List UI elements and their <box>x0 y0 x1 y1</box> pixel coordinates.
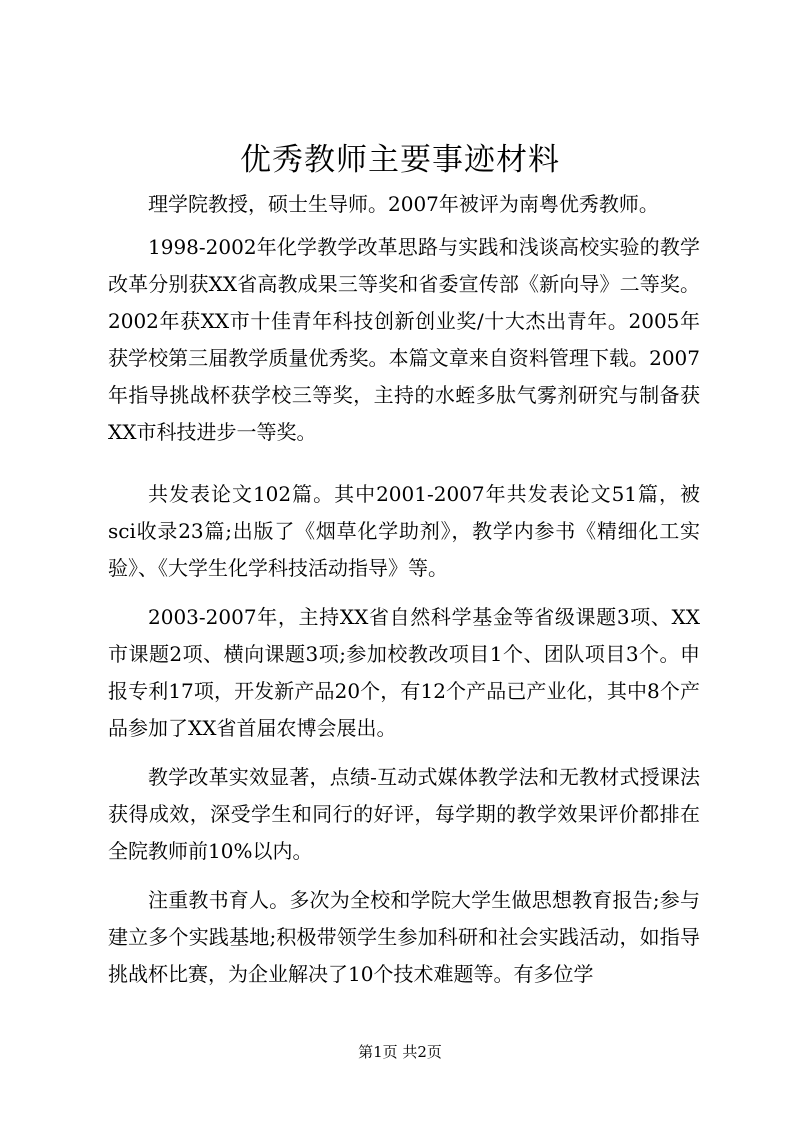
document-title: 优秀教师主要事迹材料 <box>240 142 560 178</box>
paragraph-3: 共发表论文102篇。其中2001-2007年共发表论文51篇，被sci收录23篇;出版了《烟草化学助剂》，教学内参书《精细化工实验》、《大学生化学科技活动指导》等。 <box>108 482 700 580</box>
paragraph-5: 教学改革实效显著，点绩-互动式媒体教学法和无教材式授课法获得成效，深受学生和同行的好评，每学期的教学效果评价都排在全院教师前10%以内。 <box>108 765 700 863</box>
paragraph-4: 2003-2007年，主持XX省自然科学基金等省级课题3项、XX市课题2项、横向课题3项;参加校教改项目1个、团队项目3个。申报专利17项，开发新产品20个，有12个产品已产业化，其中8个产品参加了XX省首届农博会展出。 <box>108 605 700 740</box>
paragraph-6: 注重教书育人。多次为全校和学院大学生做思想教育报告;参与建立多个实践基地;积极带领学生参加科研和社会实践活动，如指导挑战杯比赛，为企业解决了10个技术难题等。有多位学 <box>108 888 700 986</box>
page-number-footer: 第1页 共2页 <box>358 1043 442 1061</box>
paragraph-1: 理学院教授，硕士生导师。2007年被评为南粤优秀教师。 <box>148 192 659 216</box>
paragraph-2: 1998-2002年化学教学改革思路与实践和浅谈高校实验的教学改革分别获XX省高教成果三等奖和省委宣传部《新向导》二等奖。2002年获XX市十佳青年科技创新创业奖/十大杰出青年。2005年获学校第三届教学质量优秀奖。本篇文章来自资料管理下载。2007年指导挑战杯获学校三等奖，主持的水蛭多肽气雾剂研究与制备获XX市科技进步一等奖。 <box>108 235 700 444</box>
